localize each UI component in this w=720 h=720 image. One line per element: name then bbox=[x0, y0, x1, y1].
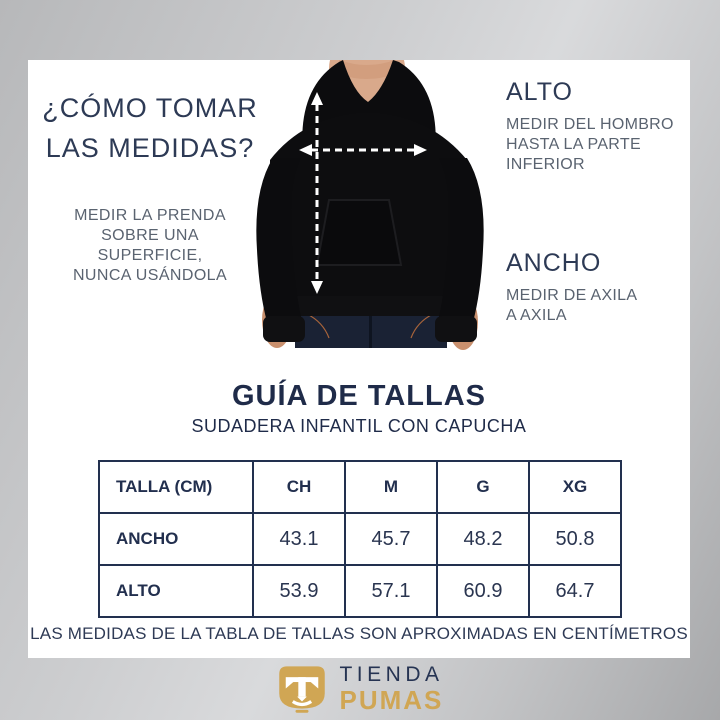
alto-description-line: MEDIR DEL HOMBRO bbox=[506, 116, 674, 133]
alto-description-line: INFERIOR bbox=[506, 156, 585, 173]
size-value-cell: 53.9 bbox=[253, 565, 345, 617]
size-value-cell: 43.1 bbox=[253, 513, 345, 565]
size-table-row-alto bbox=[99, 565, 621, 617]
measuring-note-line: SUPERFICIE, bbox=[97, 247, 203, 264]
size-table-header-row bbox=[99, 461, 621, 513]
alto-description bbox=[506, 115, 682, 175]
how-to-title-line: ¿CÓMO TOMAR bbox=[42, 93, 258, 123]
how-to-title-line: LAS MEDIDAS? bbox=[45, 133, 255, 163]
size-value-cell: 50.8 bbox=[529, 513, 621, 565]
alto-section bbox=[506, 78, 682, 175]
hoodie-photo bbox=[255, 60, 485, 365]
size-guide-subtitle: SUDADERA INFANTIL CON CAPUCHA bbox=[191, 416, 527, 436]
size-table-header-cell: XG bbox=[529, 461, 621, 513]
alto-label: ALTO bbox=[506, 78, 573, 106]
ancho-description bbox=[506, 286, 682, 326]
how-to-section bbox=[36, 88, 264, 286]
measure-definitions bbox=[506, 78, 682, 326]
measuring-note-line: MEDIR LA PRENDA bbox=[74, 207, 226, 224]
size-table-header-cell: G bbox=[437, 461, 529, 513]
size-table bbox=[98, 460, 622, 618]
measuring-note bbox=[36, 206, 264, 286]
hoodie-waistband bbox=[272, 296, 468, 316]
brand-name-tienda: TIENDA bbox=[339, 662, 444, 686]
measuring-note-line: NUNCA USÁNDOLA bbox=[72, 267, 228, 284]
ancho-description-line: MEDIR DE AXILA bbox=[506, 287, 638, 304]
pumas-logo-icon bbox=[276, 663, 328, 713]
size-table-row-ancho bbox=[99, 513, 621, 565]
ancho-section bbox=[506, 249, 682, 326]
measuring-note-line: SOBRE UNA bbox=[101, 227, 199, 244]
size-table-row-label: ALTO bbox=[99, 565, 253, 617]
size-table-header-cell: TALLA (CM) bbox=[99, 461, 253, 513]
hoodie-pocket bbox=[317, 200, 401, 265]
alto-description-line: HASTA LA PARTE bbox=[506, 136, 641, 153]
size-guide-title: GUÍA DE TALLAS bbox=[231, 380, 487, 412]
size-value-cell: 57.1 bbox=[345, 565, 437, 617]
size-table-header-cell: M bbox=[345, 461, 437, 513]
size-table-header-cell: CH bbox=[253, 461, 345, 513]
size-guide-card bbox=[28, 60, 690, 658]
hoodie-illustration bbox=[255, 60, 485, 365]
size-value-cell: 48.2 bbox=[437, 513, 529, 565]
size-value-cell: 64.7 bbox=[529, 565, 621, 617]
size-table-row-label: ANCHO bbox=[99, 513, 253, 565]
size-value-cell: 60.9 bbox=[437, 565, 529, 617]
ancho-description-line: A AXILA bbox=[506, 307, 567, 324]
hoodie-cuff-left bbox=[263, 316, 305, 342]
ancho-label: ANCHO bbox=[506, 249, 602, 277]
size-table-footnote: LAS MEDIDAS DE LA TABLA DE TALLAS SON APROXIMADAS EN CENTÍMETROS bbox=[30, 624, 688, 643]
brand-logo bbox=[0, 659, 720, 717]
hoodie-cuff-right bbox=[435, 316, 477, 342]
size-value-cell: 45.7 bbox=[345, 513, 437, 565]
how-to-title bbox=[36, 88, 264, 168]
brand-name bbox=[339, 664, 443, 713]
brand-name-pumas: PUMAS bbox=[339, 684, 444, 715]
